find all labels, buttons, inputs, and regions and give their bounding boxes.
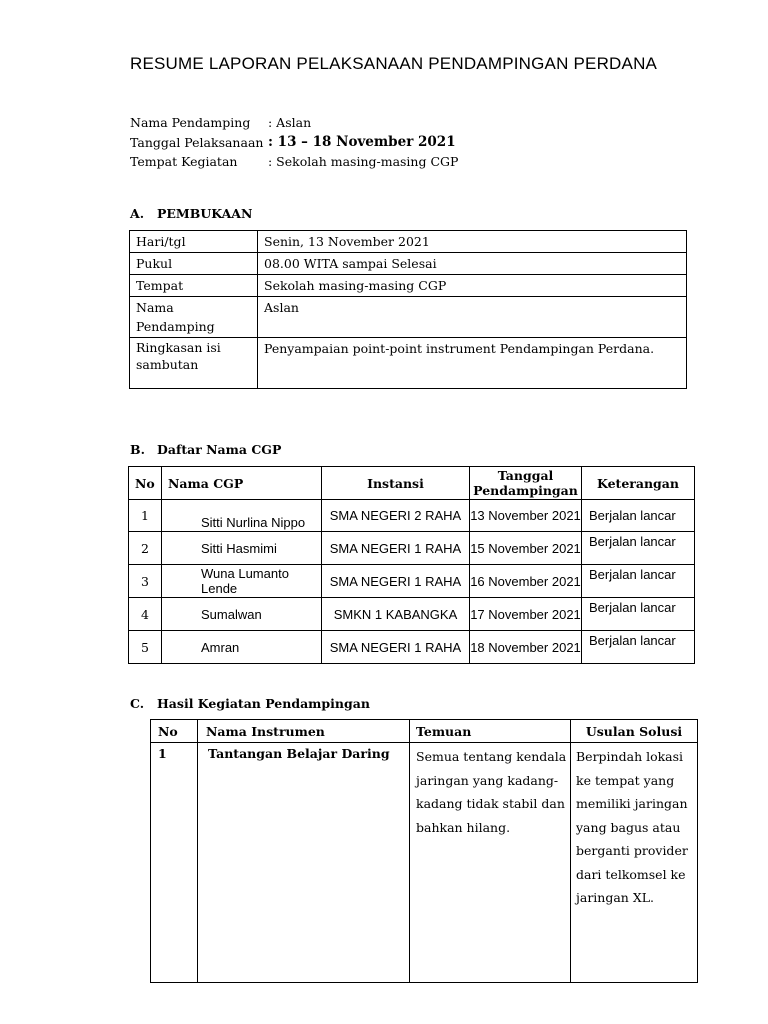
table-header-row [151, 720, 698, 743]
col-header-no: No [151, 720, 198, 743]
cell-nama: Sumalwan [162, 598, 322, 631]
table-row [130, 297, 687, 338]
col-header-instansi: Instansi [322, 467, 470, 500]
cell-instansi: SMA NEGERI 2 RAHA [322, 500, 470, 532]
section-title: Daftar Nama CGP [157, 442, 282, 457]
cell-tanggal: 16 November 2021 [470, 565, 582, 598]
row-label: Tempat [130, 275, 258, 297]
row-label: Ringkasan isi sambutan [130, 338, 258, 389]
temuan-text [416, 745, 570, 839]
row-value: Senin, 13 November 2021 [258, 231, 687, 253]
pembukaan-table [129, 230, 687, 389]
cell-instansi: SMKN 1 KABANGKA [322, 598, 470, 631]
row-label: Pukul [130, 253, 258, 275]
section-title: PEMBUKAAN [157, 206, 253, 221]
cell-temuan [410, 743, 571, 983]
cell-nama: Sitti Hasmimi [162, 532, 322, 565]
cell-no: 3 [129, 565, 162, 598]
info-block [130, 113, 458, 172]
section-c-heading [130, 696, 370, 711]
col-header-temuan: Temuan [410, 720, 571, 743]
cell-keterangan: Berjalan lancar [582, 631, 695, 664]
info-value: : 13 – 18 November 2021 [268, 134, 456, 151]
cell-nama: Sitti Nurlina Nippo [162, 500, 322, 532]
text-line: berganti provider [576, 843, 688, 858]
cell-no: 4 [129, 598, 162, 631]
info-label: Nama Pendamping [130, 115, 251, 131]
hasil-table [150, 719, 698, 983]
row-value: Penyampaian point-point instrument Pendampingan Perdana. [258, 338, 687, 389]
cell-tanggal: 18 November 2021 [470, 631, 582, 664]
cell-instansi: SMA NEGERI 1 RAHA [322, 631, 470, 664]
text-line: yang bagus atau [576, 819, 681, 835]
info-row-pendamping [130, 113, 458, 133]
text-line: memiliki jaringan [576, 796, 688, 811]
info-label: Tanggal Pelaksanaan [130, 134, 264, 150]
cell-keterangan: Berjalan lancar [582, 532, 695, 565]
section-letter: B. [130, 442, 145, 457]
page-title: RESUME LAPORAN PELAKSANAAN PENDAMPINGAN PERDANA [130, 54, 658, 73]
text-line: Berpindah lokasi [576, 749, 684, 764]
cell-keterangan: Berjalan lancar [582, 598, 695, 631]
cell-instansi: SMA NEGERI 1 RAHA [322, 565, 470, 598]
cell-tanggal: 17 November 2021 [470, 598, 582, 631]
row-label: Nama Pendamping [130, 297, 258, 338]
text-line: kadang tidak stabil dan [416, 796, 565, 811]
text-line: ke tempat yang [576, 772, 675, 788]
table-row [130, 275, 687, 297]
col-header-no: No [129, 467, 162, 500]
cgp-table [128, 466, 695, 664]
text-line: dari telkomsel ke [576, 866, 686, 882]
row-value: Aslan [258, 297, 687, 338]
table-row [130, 338, 687, 389]
col-header-keterangan: Keterangan [582, 467, 695, 500]
cell-instansi: SMA NEGERI 1 RAHA [322, 532, 470, 565]
cell-tanggal: 13 November 2021 [470, 500, 582, 532]
col-header-solusi: Usulan Solusi [571, 720, 698, 743]
row-value: Sekolah masing-masing CGP [258, 275, 687, 297]
text-line: Semua tentang kendala [416, 749, 567, 764]
section-a-heading [130, 206, 252, 221]
cell-keterangan: Berjalan lancar [582, 565, 695, 598]
row-value: 08.00 WITA sampai Selesai [258, 253, 687, 275]
table-row [129, 500, 695, 532]
info-row-tempat [130, 152, 458, 172]
table-row [129, 598, 695, 631]
section-b-heading [130, 442, 281, 457]
table-header-row [129, 467, 695, 500]
info-row-tanggal [130, 133, 458, 153]
cell-no: 5 [129, 631, 162, 664]
col-header-instrumen: Nama Instrumen [198, 720, 410, 743]
cell-instrumen: Tantangan Belajar Daring [198, 743, 410, 983]
cell-nama: Wuna Lumanto Lende [162, 565, 322, 598]
table-row [130, 253, 687, 275]
cell-keterangan: Berjalan lancar [582, 500, 695, 532]
section-title: Hasil Kegiatan Pendampingan [157, 696, 370, 711]
table-row [129, 532, 695, 565]
info-value: : Sekolah masing-masing CGP [268, 154, 459, 170]
info-value: : Aslan [268, 115, 312, 131]
cell-tanggal: 15 November 2021 [470, 532, 582, 565]
cell-solusi [571, 743, 698, 983]
cell-no: 1 [151, 743, 198, 983]
cell-nama: Amran [162, 631, 322, 664]
table-row [130, 231, 687, 253]
table-row [129, 565, 695, 598]
col-header-tanggal: Tanggal Pendampingan [470, 467, 582, 500]
text-line: jaringan yang kadang- [416, 772, 559, 788]
cell-no: 1 [129, 500, 162, 532]
section-letter: A. [130, 206, 145, 221]
table-row [129, 631, 695, 664]
text-line: bahkan hilang. [416, 819, 511, 835]
solusi-text [576, 745, 697, 910]
section-letter: C. [130, 696, 145, 711]
cell-no: 2 [129, 532, 162, 565]
text-line: jaringan XL. [576, 890, 655, 905]
table-row [151, 743, 698, 983]
info-label: Tempat Kegiatan [130, 154, 238, 170]
col-header-nama: Nama CGP [162, 467, 322, 500]
row-label: Hari/tgl [130, 231, 258, 253]
